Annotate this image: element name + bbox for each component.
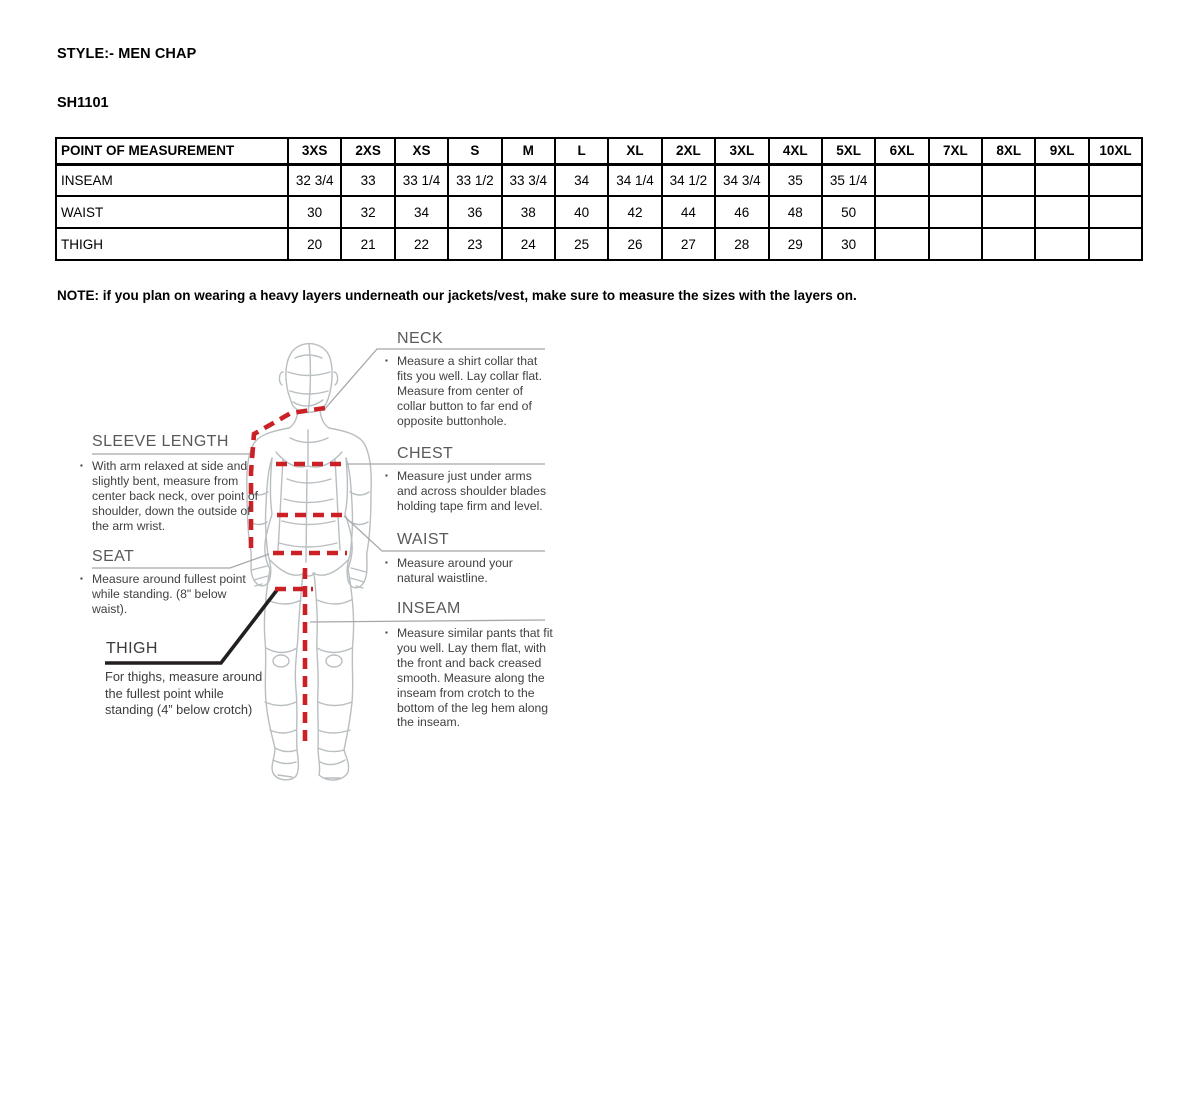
cell xyxy=(1035,228,1088,260)
col-header: XS xyxy=(395,138,448,164)
cell: 22 xyxy=(395,228,448,260)
cell: 29 xyxy=(769,228,822,260)
section-title-seat: SEAT xyxy=(92,548,135,565)
table-header-row xyxy=(56,138,1142,164)
table-row-waist xyxy=(56,196,1142,228)
section-desc-inseam: ▪ Measure similar pants that fit you well. Lay them flat, with the front and back creased smooth. Measure along the inseam from crotch to the bottom of the leg hem along the inseam. xyxy=(385,626,553,730)
col-header: 5XL xyxy=(822,138,875,164)
table-row-inseam xyxy=(56,164,1142,196)
cell: 33 1/2 xyxy=(448,164,501,196)
section-title-neck: NECK xyxy=(397,330,444,347)
section-title-chest: CHEST xyxy=(397,445,454,462)
section-desc-thigh: For thighs, measure around the fullest point while standing (4” below crotch) xyxy=(105,669,263,717)
col-header: 6XL xyxy=(875,138,928,164)
leader-lines xyxy=(92,349,545,622)
bullet-icon: ▪ xyxy=(385,356,388,365)
table-row-thigh xyxy=(56,228,1142,260)
measurement-lines xyxy=(251,408,347,743)
bullet-icon: ▪ xyxy=(385,558,388,567)
col-header: S xyxy=(448,138,501,164)
cell xyxy=(1089,164,1142,196)
col-header: POINT OF MEASUREMENT xyxy=(56,138,288,164)
cell xyxy=(929,228,982,260)
bullet-icon: ▪ xyxy=(385,628,388,637)
col-header: XL xyxy=(608,138,661,164)
cell: 48 xyxy=(769,196,822,228)
cell: 25 xyxy=(555,228,608,260)
cell: 34 3/4 xyxy=(715,164,768,196)
thigh-leader-line xyxy=(105,590,277,663)
cell: 34 xyxy=(555,164,608,196)
cell: 30 xyxy=(288,196,341,228)
cell xyxy=(875,228,928,260)
cell: 33 3/4 xyxy=(502,164,555,196)
cell: 28 xyxy=(715,228,768,260)
cell: 36 xyxy=(448,196,501,228)
cell: 33 1/4 xyxy=(395,164,448,196)
cell: 35 1/4 xyxy=(822,164,875,196)
cell xyxy=(1089,228,1142,260)
section-title-thigh: THIGH xyxy=(106,640,158,657)
cell: 40 xyxy=(555,196,608,228)
section-desc-sleeve-length: ▪ With arm relaxed at side and slightly bent, measure from center back neck, over point of shoulder, down the outside of the arm wrist. xyxy=(80,459,258,533)
cell: 26 xyxy=(608,228,661,260)
cell xyxy=(875,196,928,228)
cell xyxy=(929,196,982,228)
row-label: THIGH xyxy=(56,228,288,260)
col-header: 3XS xyxy=(288,138,341,164)
cell xyxy=(1089,196,1142,228)
cell xyxy=(1035,196,1088,228)
row-label: WAIST xyxy=(56,196,288,228)
cell: 23 xyxy=(448,228,501,260)
cell: 24 xyxy=(502,228,555,260)
cell: 46 xyxy=(715,196,768,228)
cell: 32 3/4 xyxy=(288,164,341,196)
section-desc-waist: ▪ Measure around your natural waistline. xyxy=(385,556,513,585)
cell: 34 1/4 xyxy=(608,164,661,196)
cell: 27 xyxy=(662,228,715,260)
col-header: 8XL xyxy=(982,138,1035,164)
section-title-inseam: INSEAM xyxy=(397,600,461,617)
cell: 21 xyxy=(341,228,394,260)
cell: 38 xyxy=(502,196,555,228)
cell: 50 xyxy=(822,196,875,228)
section-desc-seat: ▪ Measure around fullest point while standing. (8" below waist). xyxy=(80,572,246,616)
style-code: SH1101 xyxy=(57,95,109,111)
cell: 44 xyxy=(662,196,715,228)
col-header: 2XS xyxy=(341,138,394,164)
col-header: 10XL xyxy=(1089,138,1142,164)
col-header: M xyxy=(502,138,555,164)
neck-sleeve-measure-line xyxy=(251,408,325,555)
cell xyxy=(875,164,928,196)
cell xyxy=(982,196,1035,228)
inseam-leader-line xyxy=(310,620,545,622)
bullet-icon: ▪ xyxy=(80,574,83,583)
cell xyxy=(929,164,982,196)
size-table xyxy=(55,137,1141,261)
cell xyxy=(1035,164,1088,196)
col-header: 4XL xyxy=(769,138,822,164)
cell: 33 xyxy=(341,164,394,196)
cell: 34 1/2 xyxy=(662,164,715,196)
bullet-icon: ▪ xyxy=(385,471,388,480)
section-desc-neck: ▪ Measure a shirt collar that fits you well. Lay collar flat. Measure from center of collar button to far end of opposite buttonhole. xyxy=(385,354,542,428)
mannequin-figure xyxy=(247,344,372,780)
cell xyxy=(982,164,1035,196)
cell: 35 xyxy=(769,164,822,196)
cell: 42 xyxy=(608,196,661,228)
waist-leader-line xyxy=(344,516,545,551)
col-header: L xyxy=(555,138,608,164)
section-title-sleeve-length: SLEEVE LENGTH xyxy=(92,433,229,450)
cell: 20 xyxy=(288,228,341,260)
cell: 30 xyxy=(822,228,875,260)
row-label: INSEAM xyxy=(56,164,288,196)
seat-leader-line xyxy=(92,554,269,568)
note-text: NOTE: if you plan on wearing a heavy layers underneath our jackets/vest, make sure to measure the sizes with the layers on. xyxy=(57,288,857,303)
cell xyxy=(982,228,1035,260)
col-header: 7XL xyxy=(929,138,982,164)
page-title: STYLE:- MEN CHAP xyxy=(57,46,197,62)
bullet-icon: ▪ xyxy=(80,461,83,470)
cell: 34 xyxy=(395,196,448,228)
section-desc-chest: ▪ Measure just under arms and across shoulder blades holding tape firm and level. xyxy=(385,469,547,513)
section-title-waist: WAIST xyxy=(397,531,450,548)
cell: 32 xyxy=(341,196,394,228)
neck-leader-line xyxy=(323,349,545,411)
col-header: 3XL xyxy=(715,138,768,164)
col-header: 2XL xyxy=(662,138,715,164)
col-header: 9XL xyxy=(1035,138,1088,164)
